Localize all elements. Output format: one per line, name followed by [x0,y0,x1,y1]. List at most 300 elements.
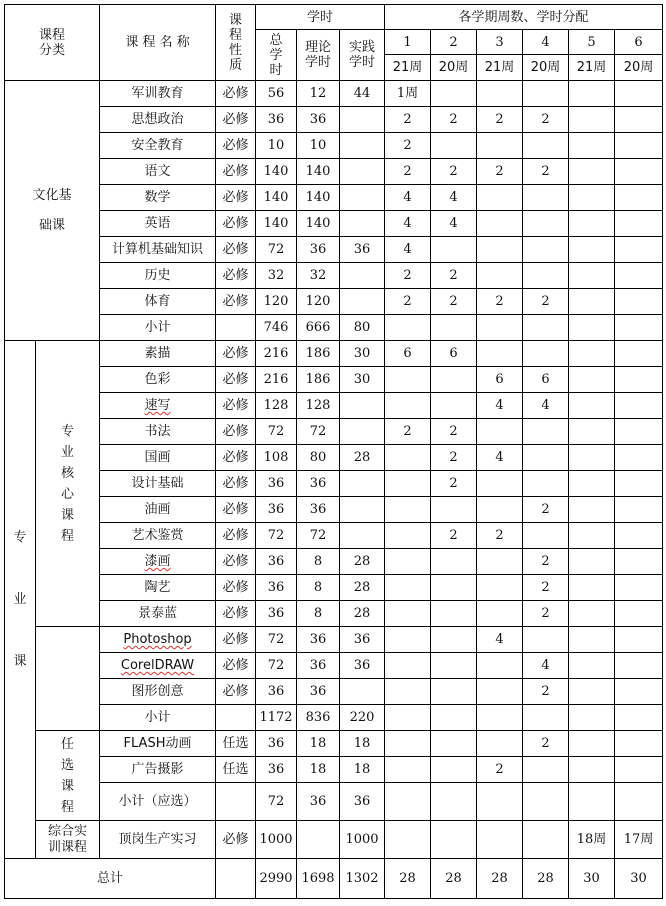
semester-5-cell [569,497,615,523]
curriculum-table [4,4,663,899]
practice-hours-cell: 1000 [340,821,385,859]
semester-3-cell [477,185,523,211]
semester-6-cell [615,783,663,821]
course-type: 必修 [216,341,256,367]
course-name [100,393,216,419]
semester-6-cell [615,107,663,133]
total-hours-cell: 56 [256,81,297,107]
theory-hours-cell: 36 [297,497,340,523]
theory-hours-cell: 36 [297,471,340,497]
semester-4-cell: 2 [523,575,569,601]
semester-3-cell [477,653,523,679]
theory-hours-cell: 72 [297,523,340,549]
semester-6-cell [615,445,663,471]
course-type: 必修 [216,627,256,653]
section-comprehensive: 综合实训课程 [36,821,100,859]
semester-6-cell [615,731,663,757]
semester-4-cell [523,263,569,289]
semester-6-cell [615,653,663,679]
theory-hours-cell: 128 [297,393,340,419]
semester-3-cell [477,263,523,289]
semester-1-cell [385,783,431,821]
total-hours-cell: 36 [256,471,297,497]
semester-1-cell [385,731,431,757]
total-hours-cell: 140 [256,185,297,211]
semester-2-cell: 2 [431,107,477,133]
semester-5-cell [569,107,615,133]
semester-3-cell: 2 [477,289,523,315]
semester-2-cell: 2 [431,523,477,549]
course-type: 必修 [216,445,256,471]
theory-hours-cell: 8 [297,575,340,601]
course-name: 小计 [100,315,216,341]
table-row [5,783,663,821]
theory-hours-cell: 120 [297,289,340,315]
course-type: 必修 [216,263,256,289]
spellcheck-mark: Photoshop [123,632,192,647]
header-weeks-3: 21周 [477,55,523,81]
semester-2-cell [431,705,477,731]
semester-2-cell [431,367,477,393]
total-hours-cell: 128 [256,393,297,419]
semester-1-cell [385,601,431,627]
section-core-continued [36,627,100,731]
course-type: 任选 [216,757,256,783]
semester-4-cell [523,783,569,821]
theory-hours-cell: 18 [297,757,340,783]
course-name: 思想政治 [100,107,216,133]
practice-hours-cell [340,289,385,315]
semester-5-cell [569,315,615,341]
table-row [5,159,663,185]
table-row [5,653,663,679]
total-hours-cell: 10 [256,133,297,159]
semester-5-cell [569,289,615,315]
semester-2-cell [431,679,477,705]
semester-4-cell [523,705,569,731]
semester-6-cell [615,133,663,159]
practice-hours-cell: 18 [340,731,385,757]
course-type [216,859,256,899]
table-row [5,107,663,133]
course-type [216,315,256,341]
spellcheck-mark: CorelDRAW [120,658,195,673]
course-name: 素描 [100,341,216,367]
theory-hours-cell [297,821,340,859]
semester-2-cell: 6 [431,341,477,367]
table-row [5,237,663,263]
course-type: 必修 [216,289,256,315]
semester-1-cell: 2 [385,419,431,445]
semester-1-cell: 6 [385,341,431,367]
course-name [100,627,216,653]
course-name: 语文 [100,159,216,185]
header-weeks-1: 21周 [385,55,431,81]
course-name: 艺术鉴赏 [100,523,216,549]
practice-hours-cell [340,133,385,159]
table-row [5,367,663,393]
theory-hours-cell: 836 [297,705,340,731]
table-row [5,575,663,601]
semester-4-cell [523,419,569,445]
course-name: 景泰蓝 [100,601,216,627]
theory-hours-cell: 32 [297,263,340,289]
theory-hours-cell: 72 [297,419,340,445]
course-type: 必修 [216,237,256,263]
semester-1-cell [385,445,431,471]
semester-5-cell [569,601,615,627]
course-type: 必修 [216,601,256,627]
semester-4-cell [523,133,569,159]
course-type: 必修 [216,367,256,393]
semester-3-cell: 2 [477,757,523,783]
theory-hours-cell: 8 [297,601,340,627]
semester-1-cell [385,575,431,601]
table-row [5,341,663,367]
semester-4-cell [523,471,569,497]
semester-1-cell [385,653,431,679]
semester-4-cell: 2 [523,679,569,705]
header-semester-5: 5 [569,30,615,55]
theory-hours-cell: 18 [297,731,340,757]
semester-2-cell [431,81,477,107]
semester-2-cell [431,627,477,653]
semester-3-cell [477,419,523,445]
semester-2-cell [431,601,477,627]
header-semester-group: 各学期周数、学时分配 [385,5,663,30]
theory-hours-cell: 36 [297,653,340,679]
semester-6-cell [615,159,663,185]
practice-hours-cell: 36 [340,653,385,679]
course-name: FLASH动画 [100,731,216,757]
course-name: 体育 [100,289,216,315]
semester-3-cell: 6 [477,367,523,393]
semester-5-cell [569,133,615,159]
table-row [5,601,663,627]
course-name: 书法 [100,419,216,445]
semester-2-cell [431,757,477,783]
total-hours-cell: 36 [256,731,297,757]
semester-5-cell [569,419,615,445]
semester-3-cell [477,549,523,575]
semester-4-cell [523,185,569,211]
course-name: 图形创意 [100,679,216,705]
semester-2-cell: 2 [431,419,477,445]
practice-hours-cell [340,393,385,419]
table-row [5,471,663,497]
semester-1-cell: 4 [385,185,431,211]
course-name [100,653,216,679]
practice-hours-cell [340,185,385,211]
semester-4-cell [523,81,569,107]
practice-hours-cell [340,419,385,445]
section-core: 专业核心课程 [36,341,100,627]
course-name: 历史 [100,263,216,289]
header-semester-2: 2 [431,30,477,55]
semester-3-cell [477,679,523,705]
semester-6-cell: 30 [615,859,663,899]
semester-1-cell: 4 [385,237,431,263]
theory-hours-cell: 36 [297,107,340,133]
table-row [5,211,663,237]
semester-3-cell [477,211,523,237]
total-row [5,859,663,899]
practice-hours-cell [340,497,385,523]
semester-5-cell [569,159,615,185]
course-name: 油画 [100,497,216,523]
spellcheck-mark: 漆画 [144,554,171,569]
practice-hours-cell [340,471,385,497]
semester-2-cell: 2 [431,471,477,497]
course-name: 国画 [100,445,216,471]
total-hours-cell: 72 [256,523,297,549]
semester-1-cell [385,821,431,859]
semester-5-cell [569,211,615,237]
semester-4-cell [523,821,569,859]
semester-3-cell [477,81,523,107]
semester-2-cell [431,783,477,821]
semester-2-cell [431,393,477,419]
semester-3-cell: 4 [477,627,523,653]
total-hours-cell: 36 [256,575,297,601]
semester-2-cell [431,315,477,341]
semester-5-cell [569,523,615,549]
semester-3-cell: 4 [477,445,523,471]
total-hours-cell: 72 [256,627,297,653]
semester-1-cell: 2 [385,263,431,289]
practice-hours-cell: 36 [340,237,385,263]
semester-1-cell: 2 [385,133,431,159]
semester-4-cell: 2 [523,107,569,133]
total-hours-cell: 746 [256,315,297,341]
section-culture: 文化基础课 [5,81,100,341]
semester-5-cell [569,263,615,289]
semester-6-cell [615,289,663,315]
semester-2-cell: 2 [431,445,477,471]
practice-hours-cell: 30 [340,367,385,393]
course-type: 必修 [216,497,256,523]
table-row [5,263,663,289]
table-row [5,731,663,757]
table-row [5,133,663,159]
practice-hours-cell [340,263,385,289]
table-row [5,419,663,445]
semester-2-cell [431,653,477,679]
semester-1-cell [385,627,431,653]
course-type: 必修 [216,211,256,237]
semester-6-cell [615,263,663,289]
semester-1-cell: 2 [385,159,431,185]
practice-hours-cell: 36 [340,627,385,653]
semester-6-cell [615,341,663,367]
total-hours-cell: 72 [256,783,297,821]
semester-2-cell [431,549,477,575]
course-type: 必修 [216,393,256,419]
semester-1-cell [385,367,431,393]
course-name: 小计 [100,705,216,731]
semester-3-cell [477,575,523,601]
header-weeks-6: 20周 [615,55,663,81]
semester-5-cell [569,237,615,263]
semester-4-cell [523,445,569,471]
table-row [5,523,663,549]
practice-hours-cell: 28 [340,601,385,627]
course-name: 军训教育 [100,81,216,107]
practice-hours-cell: 80 [340,315,385,341]
table-row [5,185,663,211]
course-type: 必修 [216,419,256,445]
semester-4-cell: 4 [523,653,569,679]
theory-hours-cell: 36 [297,237,340,263]
semester-3-cell [477,497,523,523]
total-hours-cell: 36 [256,107,297,133]
semester-2-cell [431,497,477,523]
semester-4-cell [523,523,569,549]
table-row [5,627,663,653]
semester-6-cell [615,497,663,523]
semester-2-cell [431,731,477,757]
table-row [5,679,663,705]
total-hours-cell: 1000 [256,821,297,859]
theory-hours-cell: 36 [297,783,340,821]
practice-hours-cell: 36 [340,783,385,821]
semester-4-cell: 6 [523,367,569,393]
course-type: 必修 [216,81,256,107]
semester-1-cell [385,757,431,783]
practice-hours-cell [340,523,385,549]
practice-hours-cell [340,211,385,237]
semester-5-cell [569,185,615,211]
course-type: 必修 [216,549,256,575]
theory-hours-cell: 666 [297,315,340,341]
table-row [5,445,663,471]
course-type: 任选 [216,731,256,757]
header-semester-3: 3 [477,30,523,55]
course-name: 数学 [100,185,216,211]
course-name: 安全教育 [100,133,216,159]
course-name: 小计（应选） [100,783,216,821]
semester-4-cell: 2 [523,731,569,757]
theory-hours-cell: 140 [297,185,340,211]
course-type [216,783,256,821]
table-row [5,497,663,523]
semester-6-cell [615,523,663,549]
course-type: 必修 [216,133,256,159]
semester-5-cell [569,445,615,471]
semester-2-cell: 28 [431,859,477,899]
semester-1-cell [385,679,431,705]
header-weeks-5: 21周 [569,55,615,81]
semester-2-cell [431,237,477,263]
total-hours-cell: 36 [256,549,297,575]
course-type: 必修 [216,653,256,679]
total-hours-cell: 216 [256,367,297,393]
semester-1-cell: 4 [385,211,431,237]
total-hours-cell: 120 [256,289,297,315]
theory-hours-cell: 10 [297,133,340,159]
semester-1-cell: 1周 [385,81,431,107]
header-weeks-4: 20周 [523,55,569,81]
semester-4-cell [523,627,569,653]
semester-6-cell [615,393,663,419]
semester-3-cell [477,731,523,757]
semester-1-cell [385,393,431,419]
theory-hours-cell: 36 [297,627,340,653]
course-name: 色彩 [100,367,216,393]
semester-6-cell [615,185,663,211]
semester-3-cell: 2 [477,107,523,133]
semester-1-cell: 2 [385,289,431,315]
practice-hours-cell: 44 [340,81,385,107]
course-type: 必修 [216,821,256,859]
table-row [5,315,663,341]
header-practice-hours: 实践学时 [340,30,385,81]
semester-1-cell [385,315,431,341]
header-theory-hours: 理论学时 [297,30,340,81]
semester-6-cell [615,237,663,263]
course-name: 陶艺 [100,575,216,601]
practice-hours-cell: 28 [340,445,385,471]
semester-2-cell: 2 [431,289,477,315]
total-hours-cell: 140 [256,211,297,237]
semester-6-cell [615,757,663,783]
semester-6-cell [615,81,663,107]
semester-6-cell [615,419,663,445]
semester-1-cell [385,471,431,497]
total-hours-cell: 140 [256,159,297,185]
total-hours-cell: 72 [256,237,297,263]
table-row [5,289,663,315]
semester-5-cell [569,393,615,419]
semester-6-cell: 17周 [615,821,663,859]
course-type: 必修 [216,679,256,705]
semester-3-cell [477,705,523,731]
total-hours-cell: 2990 [256,859,297,899]
semester-3-cell [477,471,523,497]
semester-6-cell [615,575,663,601]
header-hours-group: 学时 [256,5,385,30]
total-hours-cell: 36 [256,601,297,627]
semester-4-cell: 2 [523,497,569,523]
semester-6-cell [615,211,663,237]
semester-3-cell: 28 [477,859,523,899]
semester-5-cell [569,731,615,757]
semester-1-cell: 2 [385,107,431,133]
semester-2-cell [431,575,477,601]
table-row [5,81,663,107]
semester-6-cell [615,315,663,341]
semester-6-cell [615,627,663,653]
practice-hours-cell [340,159,385,185]
table-row [5,549,663,575]
semester-4-cell: 2 [523,159,569,185]
practice-hours-cell: 28 [340,575,385,601]
total-hours-cell: 108 [256,445,297,471]
course-type: 必修 [216,107,256,133]
semester-4-cell [523,757,569,783]
semester-4-cell [523,341,569,367]
practice-hours-cell: 28 [340,549,385,575]
semester-4-cell: 28 [523,859,569,899]
theory-hours-cell: 140 [297,159,340,185]
semester-5-cell [569,627,615,653]
semester-4-cell: 4 [523,393,569,419]
semester-5-cell [569,653,615,679]
semester-5-cell [569,757,615,783]
course-type: 必修 [216,575,256,601]
semester-6-cell [615,679,663,705]
total-label: 总计 [5,859,216,899]
